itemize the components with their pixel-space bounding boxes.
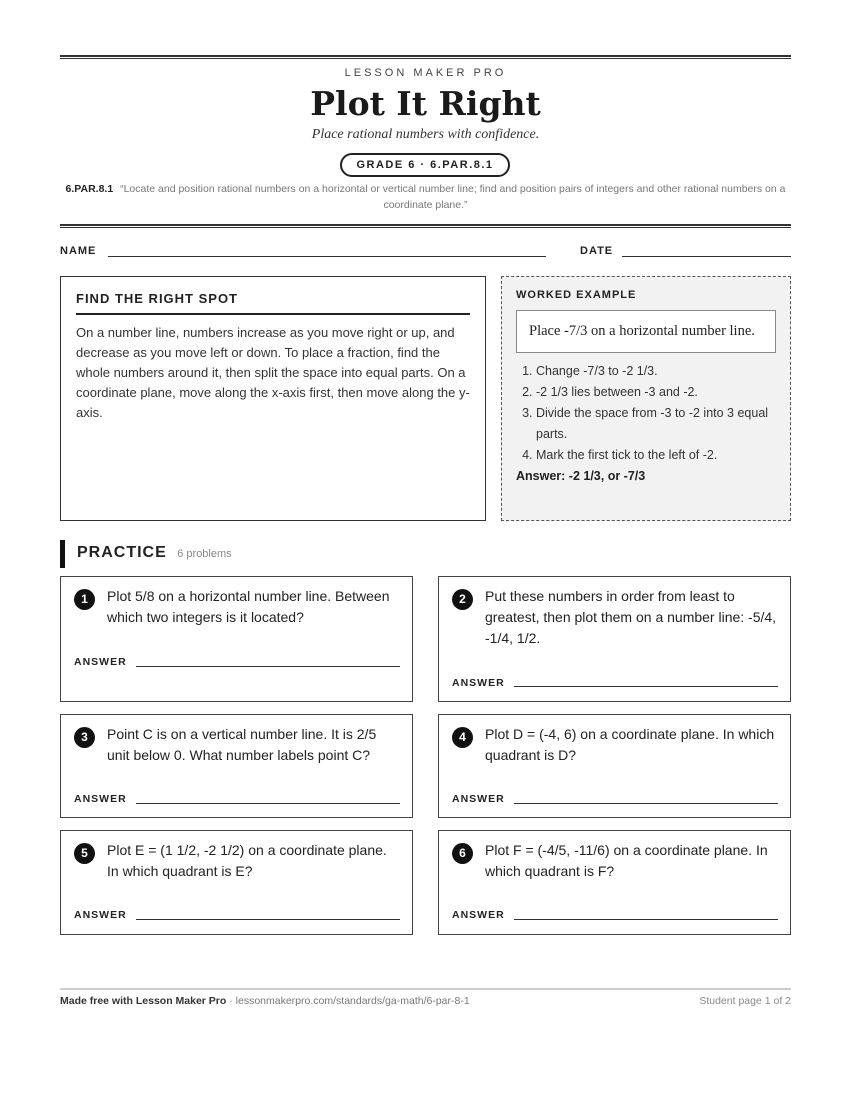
answer-field[interactable]	[514, 686, 778, 687]
worked-example-step: 3. Divide the space from -3 to -2 into 3 equal parts.	[536, 403, 776, 445]
answer-field[interactable]	[514, 919, 778, 920]
problem-number: 4	[452, 727, 473, 748]
problem-card	[60, 830, 413, 935]
answer-label: ANSWER	[74, 656, 127, 668]
intro-heading: FIND THE RIGHT SPOT	[76, 291, 470, 315]
worked-example-box	[501, 276, 791, 521]
worked-example-step: 1. Change -7/3 to -2 1/3.	[536, 361, 776, 382]
standard-text: “Locate and position rational numbers on a horizontal or vertical number line; find and position pairs of integers and other rational numbers on a coordinate plane.”	[120, 183, 786, 211]
intro-body: On a number line, numbers increase as you move right or up, and decrease as you move left or down. To place a fraction, find the whole numbers around it, then split the space into equal parts. On a coordinate plane, move along the x-axis first, then move along the y-axis.	[76, 325, 470, 420]
problem-card	[60, 714, 413, 818]
answer-label: ANSWER	[452, 909, 505, 921]
name-label: NAME	[60, 245, 97, 257]
problem-number: 2	[452, 589, 473, 610]
date-field[interactable]	[622, 256, 791, 257]
answer-field[interactable]	[514, 803, 778, 804]
footer-made-with: Made free with Lesson Maker Pro	[60, 995, 227, 1007]
problem-number: 1	[74, 589, 95, 610]
problem-number: 6	[452, 843, 473, 864]
problem-text: Point C is on a vertical number line. It is 2/5 unit below 0. What number labels point C?	[107, 726, 377, 763]
problem-text: Plot F = (-4/5, -11/6) on a coordinate plane. In which quadrant is F?	[485, 842, 768, 879]
answer-label: ANSWER	[452, 793, 505, 805]
footer-credit	[60, 995, 470, 1007]
footer-url[interactable]: lessonmakerpro.com/standards/ga-math/6-par-8-1	[235, 995, 470, 1007]
brand-name: LESSON MAKER PRO	[344, 67, 507, 79]
problem-number: 5	[74, 843, 95, 864]
footer-page-number: Student page 1 of 2	[699, 995, 791, 1007]
name-field[interactable]	[108, 256, 546, 257]
grade-badge: GRADE 6 · 6.PAR.8.1	[340, 153, 510, 177]
header-top-rule	[60, 55, 791, 59]
practice-title: PRACTICE	[77, 544, 167, 561]
problem-card	[438, 830, 791, 935]
answer-label: ANSWER	[452, 677, 505, 689]
problem-card	[438, 576, 791, 702]
worksheet-title: Plot It Right	[310, 84, 541, 123]
problem-text: Plot E = (1 1/2, -2 1/2) on a coordinate plane. In which quadrant is E?	[107, 842, 387, 879]
worked-example-prompt: Place -7/3 on a horizontal number line.	[516, 310, 776, 353]
answer-field[interactable]	[136, 803, 400, 804]
answer-label: ANSWER	[74, 793, 127, 805]
standard-code: 6.PAR.8.1	[65, 183, 114, 195]
worksheet-subtitle: Place rational numbers with confidence.	[311, 127, 540, 142]
worked-example-steps	[516, 361, 776, 466]
problem-text: Plot D = (-4, 6) on a coordinate plane. In which quadrant is D?	[485, 726, 775, 763]
problem-card	[60, 576, 413, 702]
worked-example-heading: WORKED EXAMPLE	[516, 289, 637, 301]
footer-rule	[60, 988, 791, 990]
worked-example-step: 4. Mark the first tick to the left of -2.	[536, 445, 776, 466]
header-bottom-rule	[60, 224, 791, 228]
date-label: DATE	[580, 245, 614, 257]
worksheet-page	[60, 0, 791, 1100]
problem-card	[438, 714, 791, 818]
standard-description	[60, 181, 791, 213]
worked-example-step: 2. -2 1/3 lies between -3 and -2.	[536, 382, 776, 403]
problem-text: Put these numbers in order from least to greatest, then plot them on a number line: -5/4, -1/4, 1/2.	[485, 588, 777, 646]
answer-field[interactable]	[136, 919, 400, 920]
footer-separator: ·	[226, 995, 236, 1007]
problem-text: Plot 5/8 on a horizontal number line. Between which two integers is it located?	[107, 588, 390, 625]
practice-count: 6 problems	[177, 548, 232, 560]
answer-field[interactable]	[136, 666, 400, 667]
practice-heading	[60, 540, 232, 568]
intro-box	[60, 276, 486, 521]
name-date-row	[60, 245, 791, 261]
problem-number: 3	[74, 727, 95, 748]
worked-example-answer: Answer: -2 1/3, or -7/3	[516, 469, 646, 483]
answer-label: ANSWER	[74, 909, 127, 921]
